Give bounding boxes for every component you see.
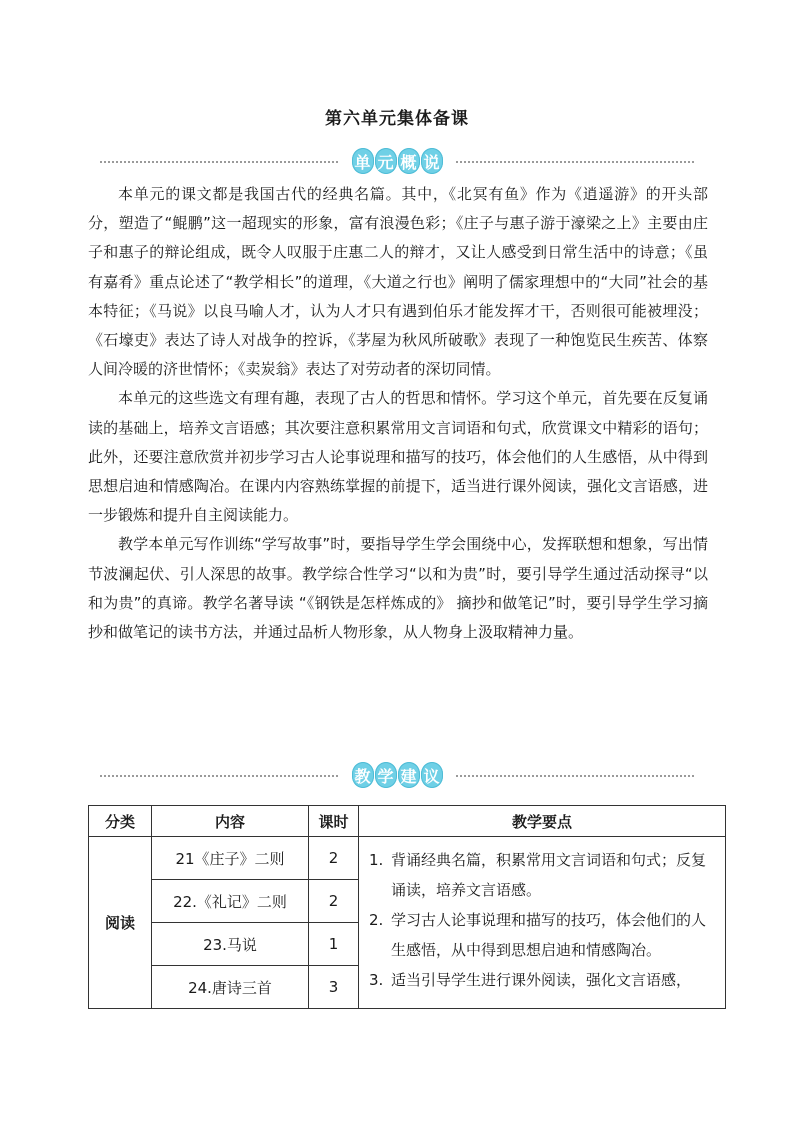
- list-item: [369, 905, 717, 965]
- list-text: 学习古人论事说理和描写的技巧，体会他们的人生感悟，从中得到思想启迪和情感陶冶。: [391, 911, 707, 959]
- badge-char: 单: [352, 148, 374, 174]
- badge-char: 教: [352, 762, 374, 788]
- table-row: [89, 837, 726, 880]
- section-header-advice: [100, 760, 694, 792]
- list-item: [369, 965, 717, 995]
- content-cell: 23.马说: [152, 923, 309, 966]
- teaching-plan-table: [88, 805, 726, 1009]
- dotted-divider-right: [456, 161, 694, 163]
- page-title: 第六单元集体备课: [325, 109, 469, 129]
- dotted-divider-left: [100, 775, 338, 777]
- list-number: 1.: [369, 851, 384, 869]
- hours-cell: 2: [309, 837, 359, 880]
- badge-char: 建: [398, 762, 420, 788]
- content-cell: 21《庄子》二则: [152, 837, 309, 880]
- header-key-points: 教学要点: [359, 806, 726, 837]
- content-cell: 24.唐诗三首: [152, 966, 309, 1009]
- paragraph: 教学本单元写作训练“学写故事”时，要指导学生学会围绕中心，发挥联想和想象，写出情节波澜起伏、引人深思的故事。教学综合性学习“以和为贵”时，要引导学生通过活动探寻“以和为贵”的真谛。教学名著导读 “《钢铁是怎样炼成的》 摘抄和做笔记”时，要引导学生学习摘抄和做笔记的读书方法，并通过品析人物形象，从人物身上汲取精神力量。: [88, 535, 708, 642]
- section-badge-overview: [350, 146, 444, 176]
- section-badge-advice: [350, 760, 444, 790]
- table-header-row: [89, 806, 726, 837]
- hours-cell: 2: [309, 880, 359, 923]
- key-points-list: [369, 845, 717, 995]
- dotted-divider-right: [456, 775, 694, 777]
- header-content: 内容: [152, 806, 309, 837]
- key-points-cell: [359, 837, 726, 1009]
- overview-body: [88, 180, 708, 647]
- paragraph: 本单元的课文都是我国古代的经典名篇。其中，《北冥有鱼》作为《逍遥游》的开头部分，塑造了“鲲鹏”这一超现实的形象，富有浪漫色彩；《庄子与惠子游于濠梁之上》主要由庄子和惠子的辩论组成，既令人叹服于庄惠二人的辩才，又让人感受到日常生活中的诗意；《虽有嘉肴》重点论述了“教学相长”的道理，《大道之行也》阐明了儒家理想中的“大同”社会的基本特征；《马说》以良马喻人才，认为人才只有遇到伯乐才能发挥才干，否则很可能被埋没；《石壕吏》表达了诗人对战争的控诉，《茅屋为秋风所破歌》表现了一种饱览民生疾苦、体察人间冷暖的济世情怀；《卖炭翁》表达了对劳动者的深切同情。: [88, 185, 708, 379]
- header-category: 分类: [89, 806, 152, 837]
- header-hours: 课时: [309, 806, 359, 837]
- category-cell: 阅读: [89, 837, 152, 1009]
- badge-char: 学: [375, 762, 397, 788]
- badge-char: 概: [398, 148, 420, 174]
- content-cell: 22.《礼记》二则: [152, 880, 309, 923]
- section-header-overview: [100, 146, 694, 178]
- list-item: [369, 845, 717, 905]
- paragraph: 本单元的这些选文有理有趣，表现了古人的哲思和情怀。学习这个单元，首先要在反复诵读的基础上，培养文言语感；其次要注意积累常用文言词语和句式，欣赏课文中精彩的语句；此外，还要注意欣赏并初步学习古人论事说理和描写的技巧，体会他们的人生感悟，从中得到思想启迪和情感陶冶。在课内内容熟练掌握的前提下，适当进行课外阅读，强化文言语感，进一步锻炼和提升自主阅读能力。: [88, 389, 708, 525]
- list-number: 3.: [369, 971, 384, 989]
- badge-char: 说: [421, 148, 443, 174]
- list-text: 背诵经典名篇，积累常用文言词语和句式；反复诵读，培养文言语感。: [391, 851, 707, 899]
- hours-cell: 3: [309, 966, 359, 1009]
- badge-char: 议: [421, 762, 443, 788]
- dotted-divider-left: [100, 161, 338, 163]
- list-text: 适当引导学生进行课外阅读，强化文言语感，: [391, 971, 692, 989]
- list-number: 2.: [369, 911, 384, 929]
- badge-char: 元: [375, 148, 397, 174]
- hours-cell: 1: [309, 923, 359, 966]
